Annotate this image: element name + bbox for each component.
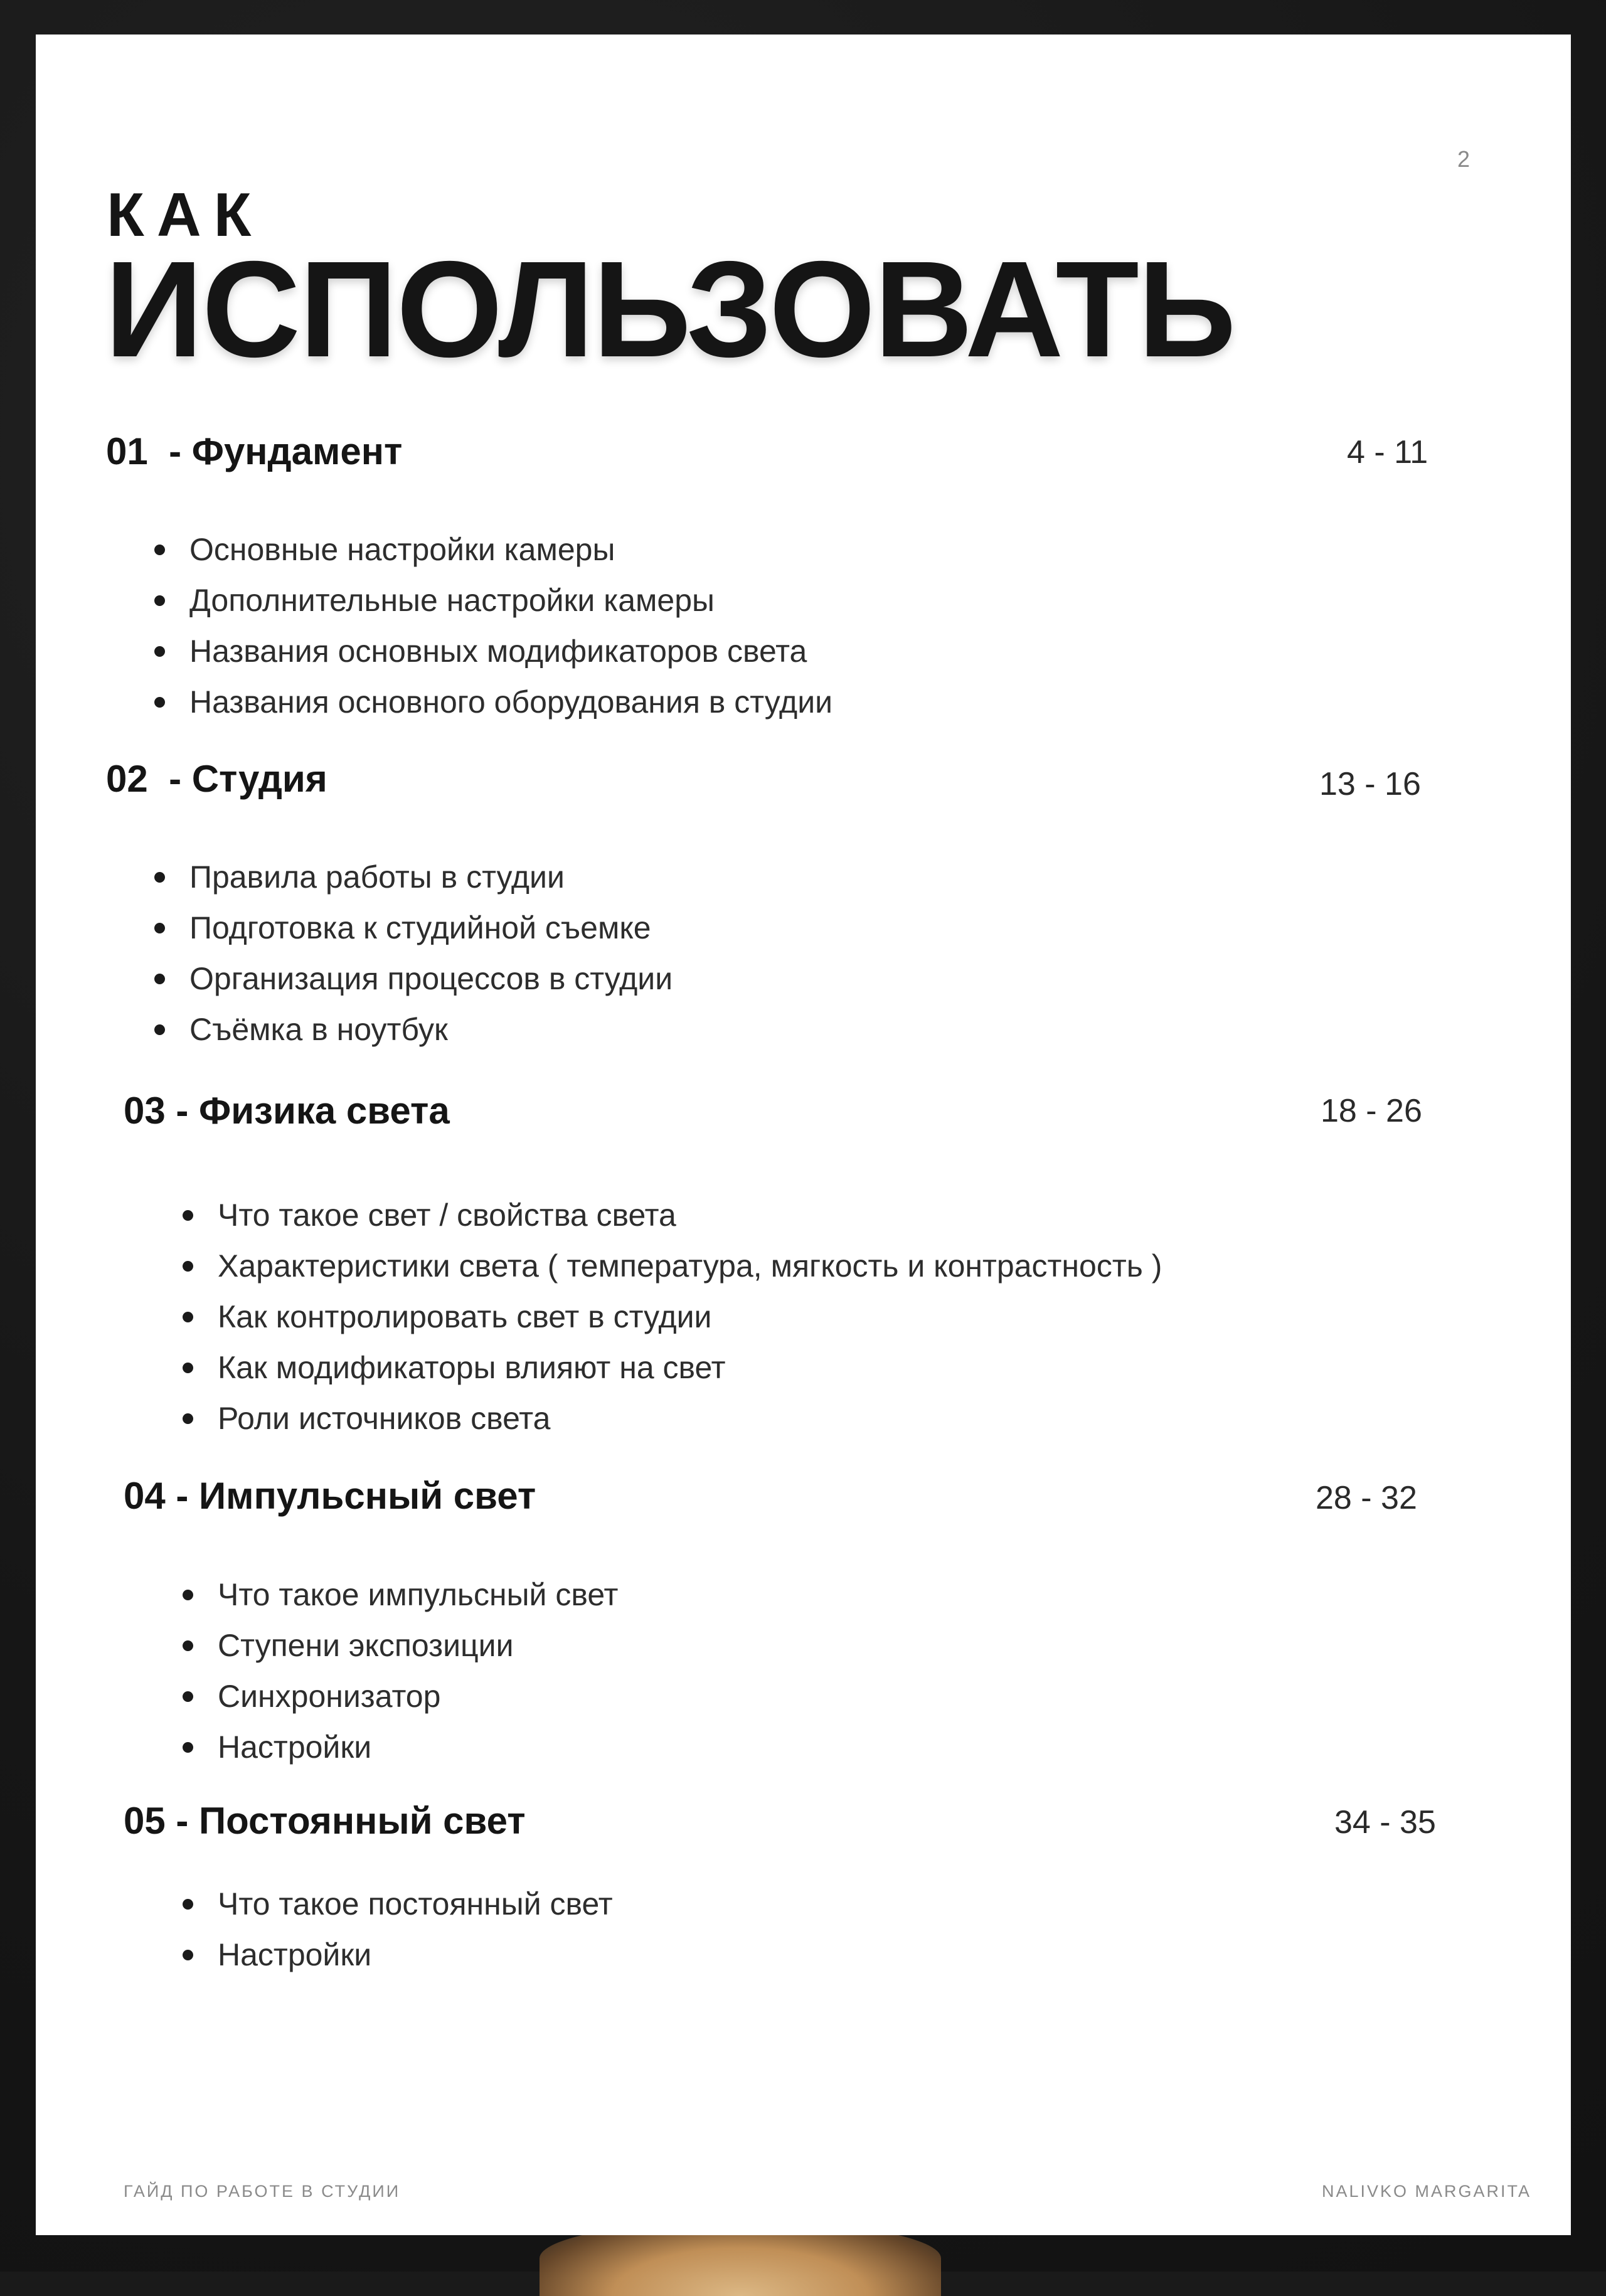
list-item: Как модификаторы влияют на свет: [179, 1342, 1162, 1393]
bullet-icon: [183, 1363, 193, 1373]
document-page: [36, 35, 1571, 2235]
bullet-icon: [154, 1024, 165, 1035]
list-item: Ступени экспозиции: [179, 1620, 618, 1671]
section-1-list: [151, 524, 832, 728]
section-3-pages: 18 - 26: [1321, 1093, 1422, 1129]
page-number: 2: [1457, 146, 1470, 172]
bullet-icon: [183, 1742, 193, 1753]
bullet-icon: [154, 545, 165, 555]
footer-guide-title: ГАЙД ПО РАБОТЕ В СТУДИИ: [124, 2182, 401, 2201]
bullet-icon: [154, 872, 165, 883]
section-1-heading: 01 - Фундамент: [106, 430, 403, 472]
list-item: Как контролировать свет в студии: [179, 1292, 1162, 1342]
list-item: Дополнительные настройки камеры: [151, 575, 832, 626]
list-item: Подготовка к студийной съемке: [151, 903, 673, 954]
bullet-icon: [183, 1899, 193, 1910]
section-1-pages: 4 - 11: [1347, 434, 1428, 470]
bullet-icon: [183, 1691, 193, 1702]
section-5-pages: 34 - 35: [1334, 1804, 1436, 1841]
list-item: Синхронизатор: [179, 1671, 618, 1722]
section-5-list: [179, 1879, 613, 1980]
list-item: Организация процессов в студии: [151, 954, 673, 1004]
footer-author: NALIVKO MARGARITA: [1322, 2182, 1532, 2201]
list-item: Основные настройки камеры: [151, 524, 832, 575]
list-item: Роли источников света: [179, 1393, 1162, 1444]
title-line-2: ИСПОЛЬЗОВАТЬ: [105, 233, 1235, 386]
section-5-heading: 05 - Постоянный свет: [124, 1800, 526, 1842]
title-line-1: КАК: [107, 180, 264, 249]
list-item: Настройки: [179, 1930, 613, 1980]
bullet-icon: [183, 1413, 193, 1424]
bullet-icon: [154, 923, 165, 933]
section-2-list: [151, 852, 673, 1055]
bullet-icon: [154, 646, 165, 657]
list-item: Что такое постоянный свет: [179, 1879, 613, 1930]
section-3-heading: 03 - Физика света: [124, 1090, 450, 1132]
section-4-heading: 04 - Импульсный свет: [124, 1475, 536, 1517]
bullet-icon: [154, 697, 165, 708]
list-item: Съёмка в ноутбук: [151, 1004, 673, 1055]
section-3-list: [179, 1190, 1162, 1444]
bullet-icon: [183, 1640, 193, 1651]
list-item: Названия основного оборудования в студии: [151, 677, 832, 728]
section-4-list: [179, 1570, 618, 1773]
bullet-icon: [154, 595, 165, 606]
list-item: Правила работы в студии: [151, 852, 673, 903]
bullet-icon: [183, 1261, 193, 1272]
bullet-icon: [183, 1210, 193, 1221]
bullet-icon: [183, 1312, 193, 1322]
list-item: Названия основных модификаторов света: [151, 626, 832, 677]
list-item: Что такое свет / свойства света: [179, 1190, 1162, 1241]
list-item: Характеристики света ( температура, мягкость и контрастность ): [179, 1241, 1162, 1292]
bullet-icon: [183, 1950, 193, 1960]
bullet-icon: [183, 1590, 193, 1600]
section-2-heading: 02 - Студия: [106, 758, 327, 800]
list-item: Что такое импульсный свет: [179, 1570, 618, 1620]
bullet-icon: [154, 974, 165, 984]
section-4-pages: 28 - 32: [1316, 1480, 1417, 1516]
list-item: Настройки: [179, 1722, 618, 1773]
section-2-pages: 13 - 16: [1319, 766, 1421, 802]
